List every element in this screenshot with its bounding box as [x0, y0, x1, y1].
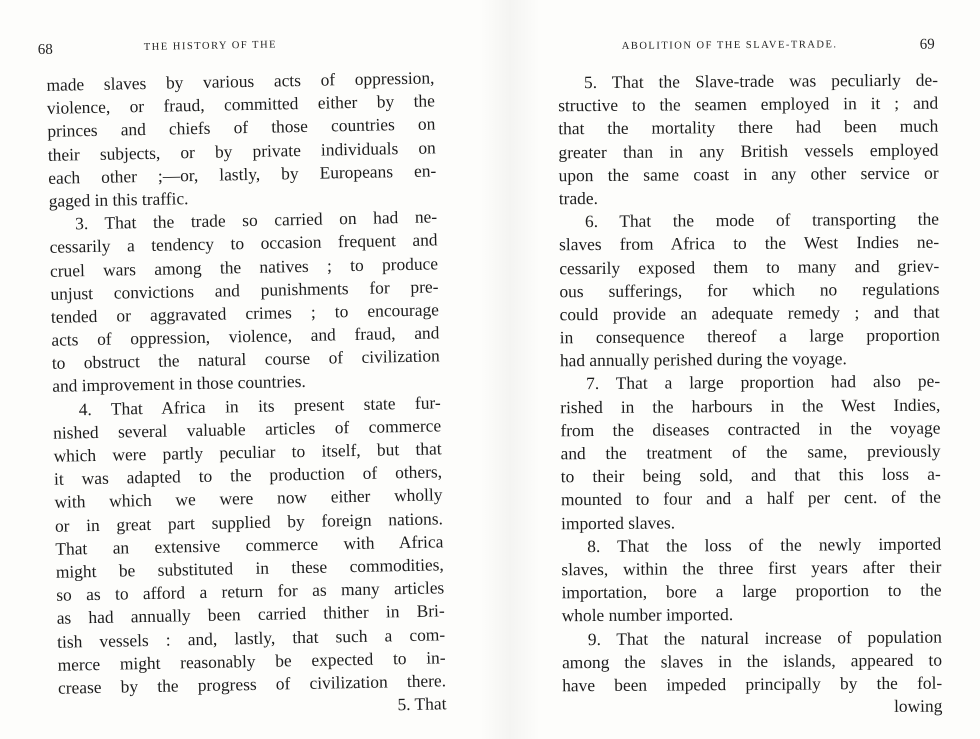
paragraph-start: 4. That Africa in its present state fur- [78, 391, 441, 419]
text-line: or in great part supplied by foreign nations. [54, 507, 444, 536]
text-line: to obstruct the natural course of civilization [51, 345, 440, 374]
text-line: to their being sold, and that this loss a- [560, 463, 941, 487]
right-page-number: 69 [919, 36, 935, 53]
paragraph-start: 8. That the loss of the newly imported [587, 533, 942, 556]
right-running-head: ABOLITION OF THE SLAVE-TRADE. [621, 39, 838, 52]
text-line: princes and chiefs of those countries on [47, 113, 436, 142]
paragraph-start: 5. That the Slave-trade was peculiarly de- [583, 69, 939, 93]
text-line: upon the same coast in any other service or [558, 162, 939, 186]
left-page-text [46, 66, 446, 723]
text-line: merce might reasonably be expected to in- [57, 646, 446, 675]
text-line: might be substituted in these commodities, [55, 554, 444, 582]
text-line: nished several valuable articles of commerce [52, 415, 442, 443]
text-line: That an extensive commerce with Africa [55, 531, 444, 559]
text-line: slaves, within the three first years after their [561, 556, 942, 580]
paragraph-start: 3. That the trade so carried on had ne- [74, 206, 438, 234]
text-line: in consequence thereof a large proportion [559, 324, 940, 348]
text-line: among the slaves in the islands, appeared to [561, 649, 943, 672]
text-line: and improvement in those countries. [52, 371, 306, 397]
text-line: rished in the harbours in the West Indies, [560, 394, 941, 417]
text-line: greater than in any British vessels employed [558, 139, 939, 162]
catchword: 5. That [397, 693, 447, 715]
text-line: mounted to four and a half per cent. of the [560, 486, 941, 510]
text-line: as had annually been carried thither in Bri- [56, 600, 445, 629]
text-line: importation, bore a large proportion to the [561, 579, 942, 603]
text-line: tish vessels : and, lastly, that such a com- [56, 623, 446, 652]
text-line: gaged in this traffic. [48, 188, 189, 211]
text-line: trade. [558, 187, 598, 209]
text-line: it was adapted to the production of others, [53, 461, 443, 489]
text-line: have been impeded principally by the fol- [562, 672, 943, 696]
text-line: slaves from Africa to the West Indies ne- [559, 231, 940, 255]
text-line: so as to afford a return for as many articles [56, 577, 445, 605]
paragraph-start: 6. That the mode of transporting the [584, 208, 940, 232]
text-line: acts of oppression, violence, and fraud, and [51, 322, 440, 350]
text-line: cessarily exposed them to many and griev- [559, 255, 940, 278]
text-line: imported slaves. [560, 512, 676, 533]
text-line: structive to the seamen employed in it ; and [558, 92, 939, 116]
left-running-head: THE HISTORY OF THE [143, 39, 278, 53]
paragraph-start: 7. That a large proportion had also pe- [586, 371, 941, 394]
left-page-number: 68 [37, 41, 53, 59]
text-line: cruel wars among the natives ; to produce [49, 252, 439, 281]
text-line: their subjects, or by private individuals on [47, 136, 436, 165]
text-line: tended or aggravated crimes ; to encourage [50, 299, 440, 327]
text-line: ous sufferings, for which no regulations [559, 278, 940, 301]
text-line: unjust convictions and punishments for pre- [50, 276, 439, 304]
text-line: and the treatment of the same, previously [560, 440, 941, 464]
text-line: from the diseases contracted in the voyage [560, 417, 941, 441]
paragraph-start: 9. That the natural increase of population [587, 626, 942, 649]
text-line: could provide an adequate remedy ; and that [559, 301, 940, 325]
text-line: made slaves by various acts of oppression, [46, 67, 435, 95]
text-line: with which we were now either wholly [54, 484, 443, 513]
right-page-text [558, 69, 943, 721]
text-line: whole number imported. [561, 604, 734, 626]
right-page [487, 0, 980, 739]
text-line: cessarily a tendency to occasion frequent and [49, 229, 438, 258]
catchword: lowing [893, 695, 943, 716]
text-line: which were partly peculiar to itself, but that [53, 438, 442, 466]
text-line: violence, or fraud, committed either by the [46, 90, 436, 119]
text-line: had annually perished during the voyage. [559, 348, 847, 371]
text-line: that the mortality there had been much [558, 115, 939, 139]
text-line: crease by the progress of civilization there. [57, 670, 447, 698]
text-line: each other ;—or, lastly, by Europeans en- [48, 160, 437, 188]
